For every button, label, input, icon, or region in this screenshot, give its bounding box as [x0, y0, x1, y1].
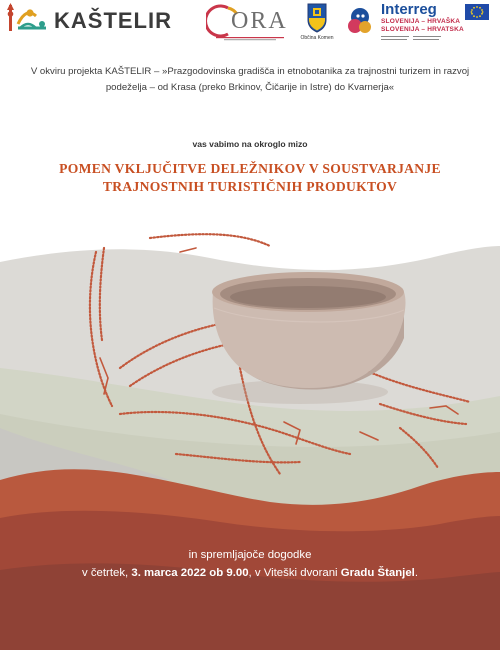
- invitation-line: vas vabimo na okroglo mizo: [192, 139, 308, 149]
- event-title-line-2: TRAJNOSTNIH TURISTIČNIH PRODUKTOV: [102, 179, 398, 194]
- interreg-wordmark: Interreg: [381, 1, 437, 18]
- ora-subtitle-decoration: [210, 36, 290, 41]
- event-venue: Gradu Štanjel: [340, 567, 415, 579]
- komen-coat-of-arms-icon: [297, 2, 337, 34]
- ora-wordmark: ORA: [231, 8, 288, 34]
- komen-logo: [297, 2, 337, 44]
- interreg-line-1: SLOVENIJA – HRVAŠKA: [381, 18, 461, 25]
- event-details: [0, 546, 500, 582]
- eu-flag-icon: [465, 4, 489, 20]
- event-details-end: .: [414, 567, 418, 579]
- event-details-line-1: in spremljajoče dogodke: [188, 549, 312, 561]
- kastelir-emblem-icon: [6, 2, 52, 36]
- event-location-prefix: , v Viteški dvorani: [248, 567, 341, 579]
- project-intro: V okviru projekta KAŠTELIR – »Prazgodovinska gradišča in etnobotanika za trajnostni turizem in razvoj podeželja – od Krasa (preko Brkinov, Čičarije in Istre) do Kvarnerja«: [30, 66, 470, 93]
- event-title: [10, 160, 490, 196]
- kastelir-wordmark: KAŠTELIR: [54, 8, 172, 33]
- interreg-line-2: SLOVENIJA – HRVATSKA: [381, 26, 464, 33]
- event-title-line-1: POMEN VKLJUČITVE DELEŽNIKOV V SOUSTVARJANJE: [59, 161, 441, 176]
- interreg-mascot-icon: [343, 4, 377, 38]
- kastelir-logo: [6, 2, 202, 36]
- event-date-time: 3. marca 2022 ob 9.00: [131, 567, 249, 579]
- interreg-logo: [343, 0, 493, 46]
- logo-strip: [0, 0, 500, 46]
- interreg-fine-print: [381, 35, 441, 41]
- komen-label: Občina Komen: [300, 35, 334, 41]
- event-day: v četrtek,: [82, 567, 132, 579]
- illustration: [0, 218, 500, 650]
- event-details-line-2: [0, 564, 500, 582]
- ora-logo: [206, 4, 290, 44]
